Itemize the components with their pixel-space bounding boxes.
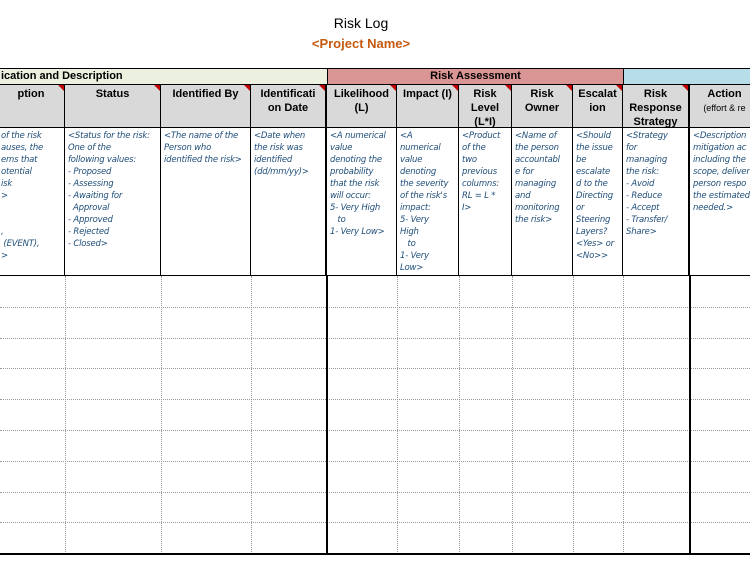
column-header-label: Status: [95, 88, 130, 100]
column-header-response-strategy[interactable]: [623, 85, 690, 128]
column-description-action[interactable]: <Description mitigation ac including the scope, deliver person respo the estimated needed.>: [690, 128, 750, 276]
comment-marker-icon[interactable]: [682, 85, 688, 91]
table-row[interactable]: [0, 461, 750, 492]
column-header-sublabel: (effort & re: [703, 103, 746, 113]
column-header-label: Escalat ion: [578, 88, 617, 114]
table-row[interactable]: [0, 399, 750, 430]
column-header-label: Action: [707, 88, 742, 100]
table-row[interactable]: [0, 492, 750, 523]
column-header-description[interactable]: [0, 85, 65, 128]
table-row[interactable]: [0, 338, 750, 369]
column-description-impact[interactable]: <A numerical value denoting the severity of the risk's impact: 5- Very High to 1- Very Low>: [397, 128, 459, 276]
comment-marker-icon[interactable]: [58, 85, 64, 91]
group-header-identification[interactable]: ication and Description: [0, 68, 328, 85]
table-row[interactable]: [0, 307, 750, 338]
column-description-escalation[interactable]: <Should the issue be escalate d to the Directing or Steering Layers? <Yes> or <No>>: [573, 128, 623, 276]
table-row[interactable]: [0, 430, 750, 461]
column-header-identified-by[interactable]: [161, 85, 251, 128]
column-header-label: Identificati on Date: [260, 88, 316, 114]
column-header-label: Likelihood (L): [334, 88, 389, 114]
project-name[interactable]: <Project Name>: [311, 36, 411, 51]
sheet-title: Risk Log: [333, 15, 389, 31]
column-header-label: ption: [17, 88, 45, 100]
comment-marker-icon[interactable]: [566, 85, 572, 91]
table-row[interactable]: [0, 522, 750, 553]
comment-marker-icon[interactable]: [154, 85, 160, 91]
comment-marker-icon[interactable]: [244, 85, 250, 91]
group-header-risk-assessment[interactable]: Risk Assessment: [327, 68, 624, 85]
column-header-label: Risk Level (L*I): [470, 88, 500, 128]
column-header-impact[interactable]: [397, 85, 459, 128]
column-description-identified-by[interactable]: <The name of the Person who identified the risk>: [161, 128, 251, 276]
comment-marker-icon[interactable]: [319, 85, 325, 91]
column-header-risk-owner[interactable]: [512, 85, 573, 128]
table-row[interactable]: [0, 276, 750, 307]
column-header-label: Risk Owner: [524, 88, 560, 114]
table-row[interactable]: [0, 368, 750, 399]
column-header-escalation[interactable]: [573, 85, 623, 128]
table-bottom-border: [0, 553, 750, 555]
column-description-risk-owner[interactable]: <Name of the person accountabl e for managing and monitoring the risk>: [512, 128, 573, 276]
column-description-risk-level[interactable]: <Product of the two previous columns: RL = L * I>: [459, 128, 512, 276]
column-description-status[interactable]: <Status for the risk: One of the following values: - Proposed - Assessing - Awaiting for Approval - Approved - Rejected - Closed>: [65, 128, 161, 276]
column-description-likelihood[interactable]: <A numerical value denoting the probability that the risk will occur: 5- Very High to 1- Very Low>: [327, 128, 397, 276]
column-description-identification-date[interactable]: <Date when the risk was identified (dd/mm/yy)>: [251, 128, 327, 276]
column-header-identification-date[interactable]: [251, 85, 327, 128]
group-header-risk-response[interactable]: [623, 68, 750, 85]
column-header-label: Identified By: [172, 88, 239, 100]
column-header-label: Impact (I): [403, 88, 452, 100]
column-header-likelihood[interactable]: [327, 85, 397, 128]
column-header-action[interactable]: [690, 85, 750, 128]
column-header-status[interactable]: [65, 85, 161, 128]
comment-marker-icon[interactable]: [616, 85, 622, 91]
column-description-description[interactable]: of the risk auses, the ems that otential isk > , (EVENT), >: [0, 128, 65, 276]
comment-marker-icon[interactable]: [452, 85, 458, 91]
column-description-response-strategy[interactable]: <Strategy for managing the risk: - Avoid - Reduce - Accept - Transfer/ Share>: [623, 128, 690, 276]
comment-marker-icon[interactable]: [505, 85, 511, 91]
column-header-risk-level[interactable]: [459, 85, 512, 128]
column-header-label: Risk Response Strategy: [629, 88, 682, 128]
comment-marker-icon[interactable]: [390, 85, 396, 91]
